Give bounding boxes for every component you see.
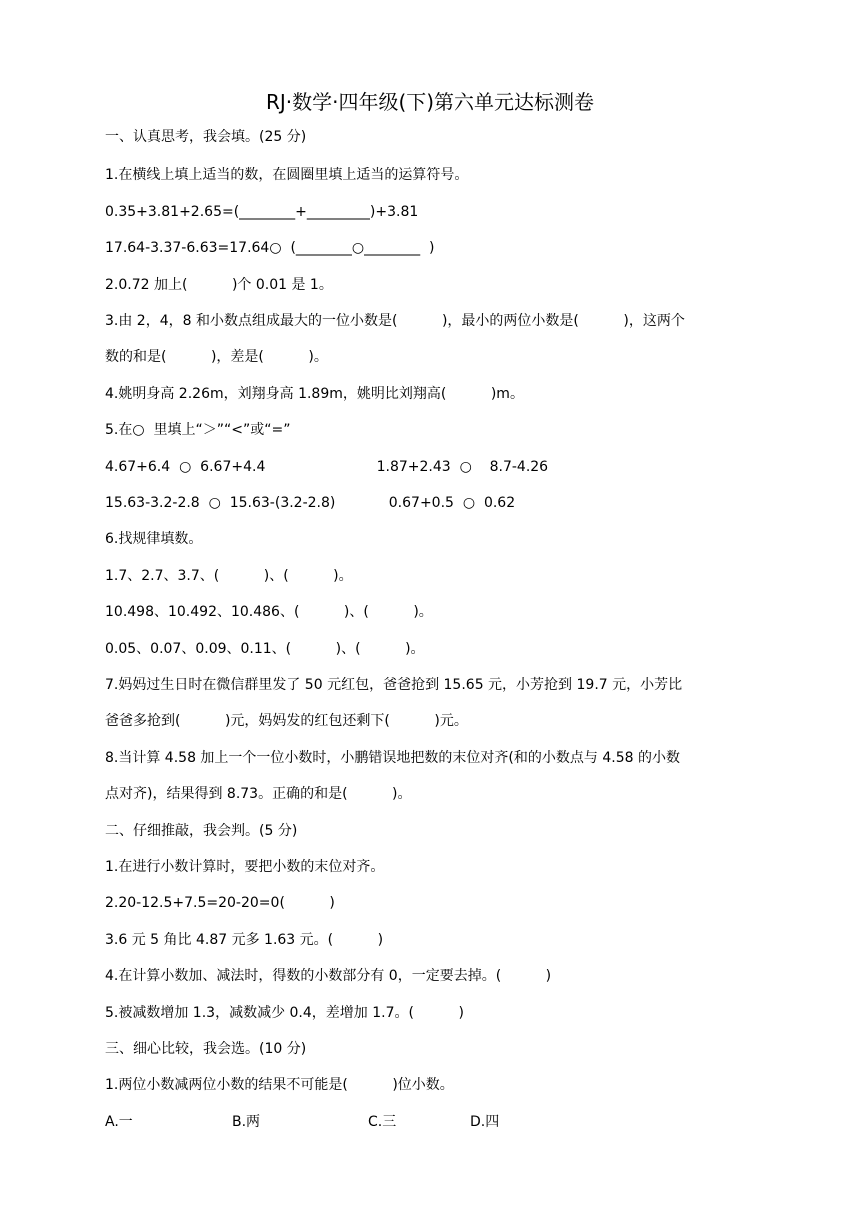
question-text: 6.找规律填数。	[105, 531, 203, 547]
question-text: 8.当计算 4.58 加上一个一位小数时，小鹏错误地把数的末位对齐(和的小数点与 4.58 的小数	[105, 750, 680, 766]
question-text: 17.64-3.37-6.63=17.64○ (________○________ )	[105, 240, 435, 256]
section-2-heading: 二、仔细推敲，我会判。(5 分)	[105, 823, 298, 839]
question-text: 0.35+3.81+2.65=(________+_________)+3.81	[105, 204, 419, 220]
question-text: 1.在进行小数计算时，要把小数的末位对齐。	[105, 859, 385, 875]
question-text: 2.20-12.5+7.5=20-20=0( )	[105, 895, 335, 911]
question-text: 0.05、0.07、0.09、0.11、( )、( )。	[105, 641, 425, 657]
worksheet-title: RJ·数学·四年级(下)第六单元达标测卷	[265, 90, 595, 114]
question-text: 4.姚明身高 2.26m，刘翔身高 1.89m，姚明比刘翔高( )m。	[105, 386, 524, 402]
choice-option-c: C.三	[368, 1114, 397, 1130]
section-3-heading: 三、细心比较，我会选。(10 分)	[105, 1041, 307, 1057]
question-text: 4.67+6.4 ○ 6.67+4.4 1.87+2.43 ○ 8.7-4.26	[105, 459, 549, 475]
question-text: 7.妈妈过生日时在微信群里发了 50 元红包，爸爸抢到 15.65 元，小芳抢到 19.7 元，小芳比	[105, 677, 683, 693]
question-text: 5.在○ 里填上“＞”“<”或“=”	[105, 422, 291, 438]
choice-option-d: D.四	[470, 1114, 500, 1130]
question-text: 15.63-3.2-2.8 ○ 15.63-(3.2-2.8) 0.67+0.5 ○ 0.62	[105, 495, 516, 511]
question-text: 爸爸多抢到( )元，妈妈发的红包还剩下( )元。	[105, 713, 468, 729]
question-text: 3.6 元 5 角比 4.87 元多 1.63 元。( )	[105, 932, 384, 948]
question-text: 10.498、10.492、10.486、( )、( )。	[105, 604, 433, 620]
question-text: 2.0.72 加上( )个 0.01 是 1。	[105, 277, 333, 293]
question-text: 数的和是( )，差是( )。	[105, 349, 328, 365]
section-1-heading: 一、认真思考，我会填。(25 分)	[105, 129, 307, 145]
question-text: 点对齐)，结果得到 8.73。正确的和是( )。	[105, 786, 412, 802]
question-text: 4.在计算小数加、减法时，得数的小数部分有 0，一定要去掉。( )	[105, 968, 552, 984]
question-text: 3.由 2，4，8 和小数点组成最大的一位小数是( )，最小的两位小数是( )，这两个	[105, 313, 685, 329]
choice-option-a: A.一	[105, 1114, 133, 1130]
choice-option-b: B.两	[232, 1114, 261, 1130]
question-text: 1.在横线上填上适当的数，在圆圈里填上适当的运算符号。	[105, 167, 469, 183]
question-text: 1.两位小数减两位小数的结果不可能是( )位小数。	[105, 1077, 454, 1093]
question-text: 1.7、2.7、3.7、( )、( )。	[105, 568, 353, 584]
question-text: 5.被减数增加 1.3，减数减少 0.4，差增加 1.7。( )	[105, 1005, 464, 1021]
